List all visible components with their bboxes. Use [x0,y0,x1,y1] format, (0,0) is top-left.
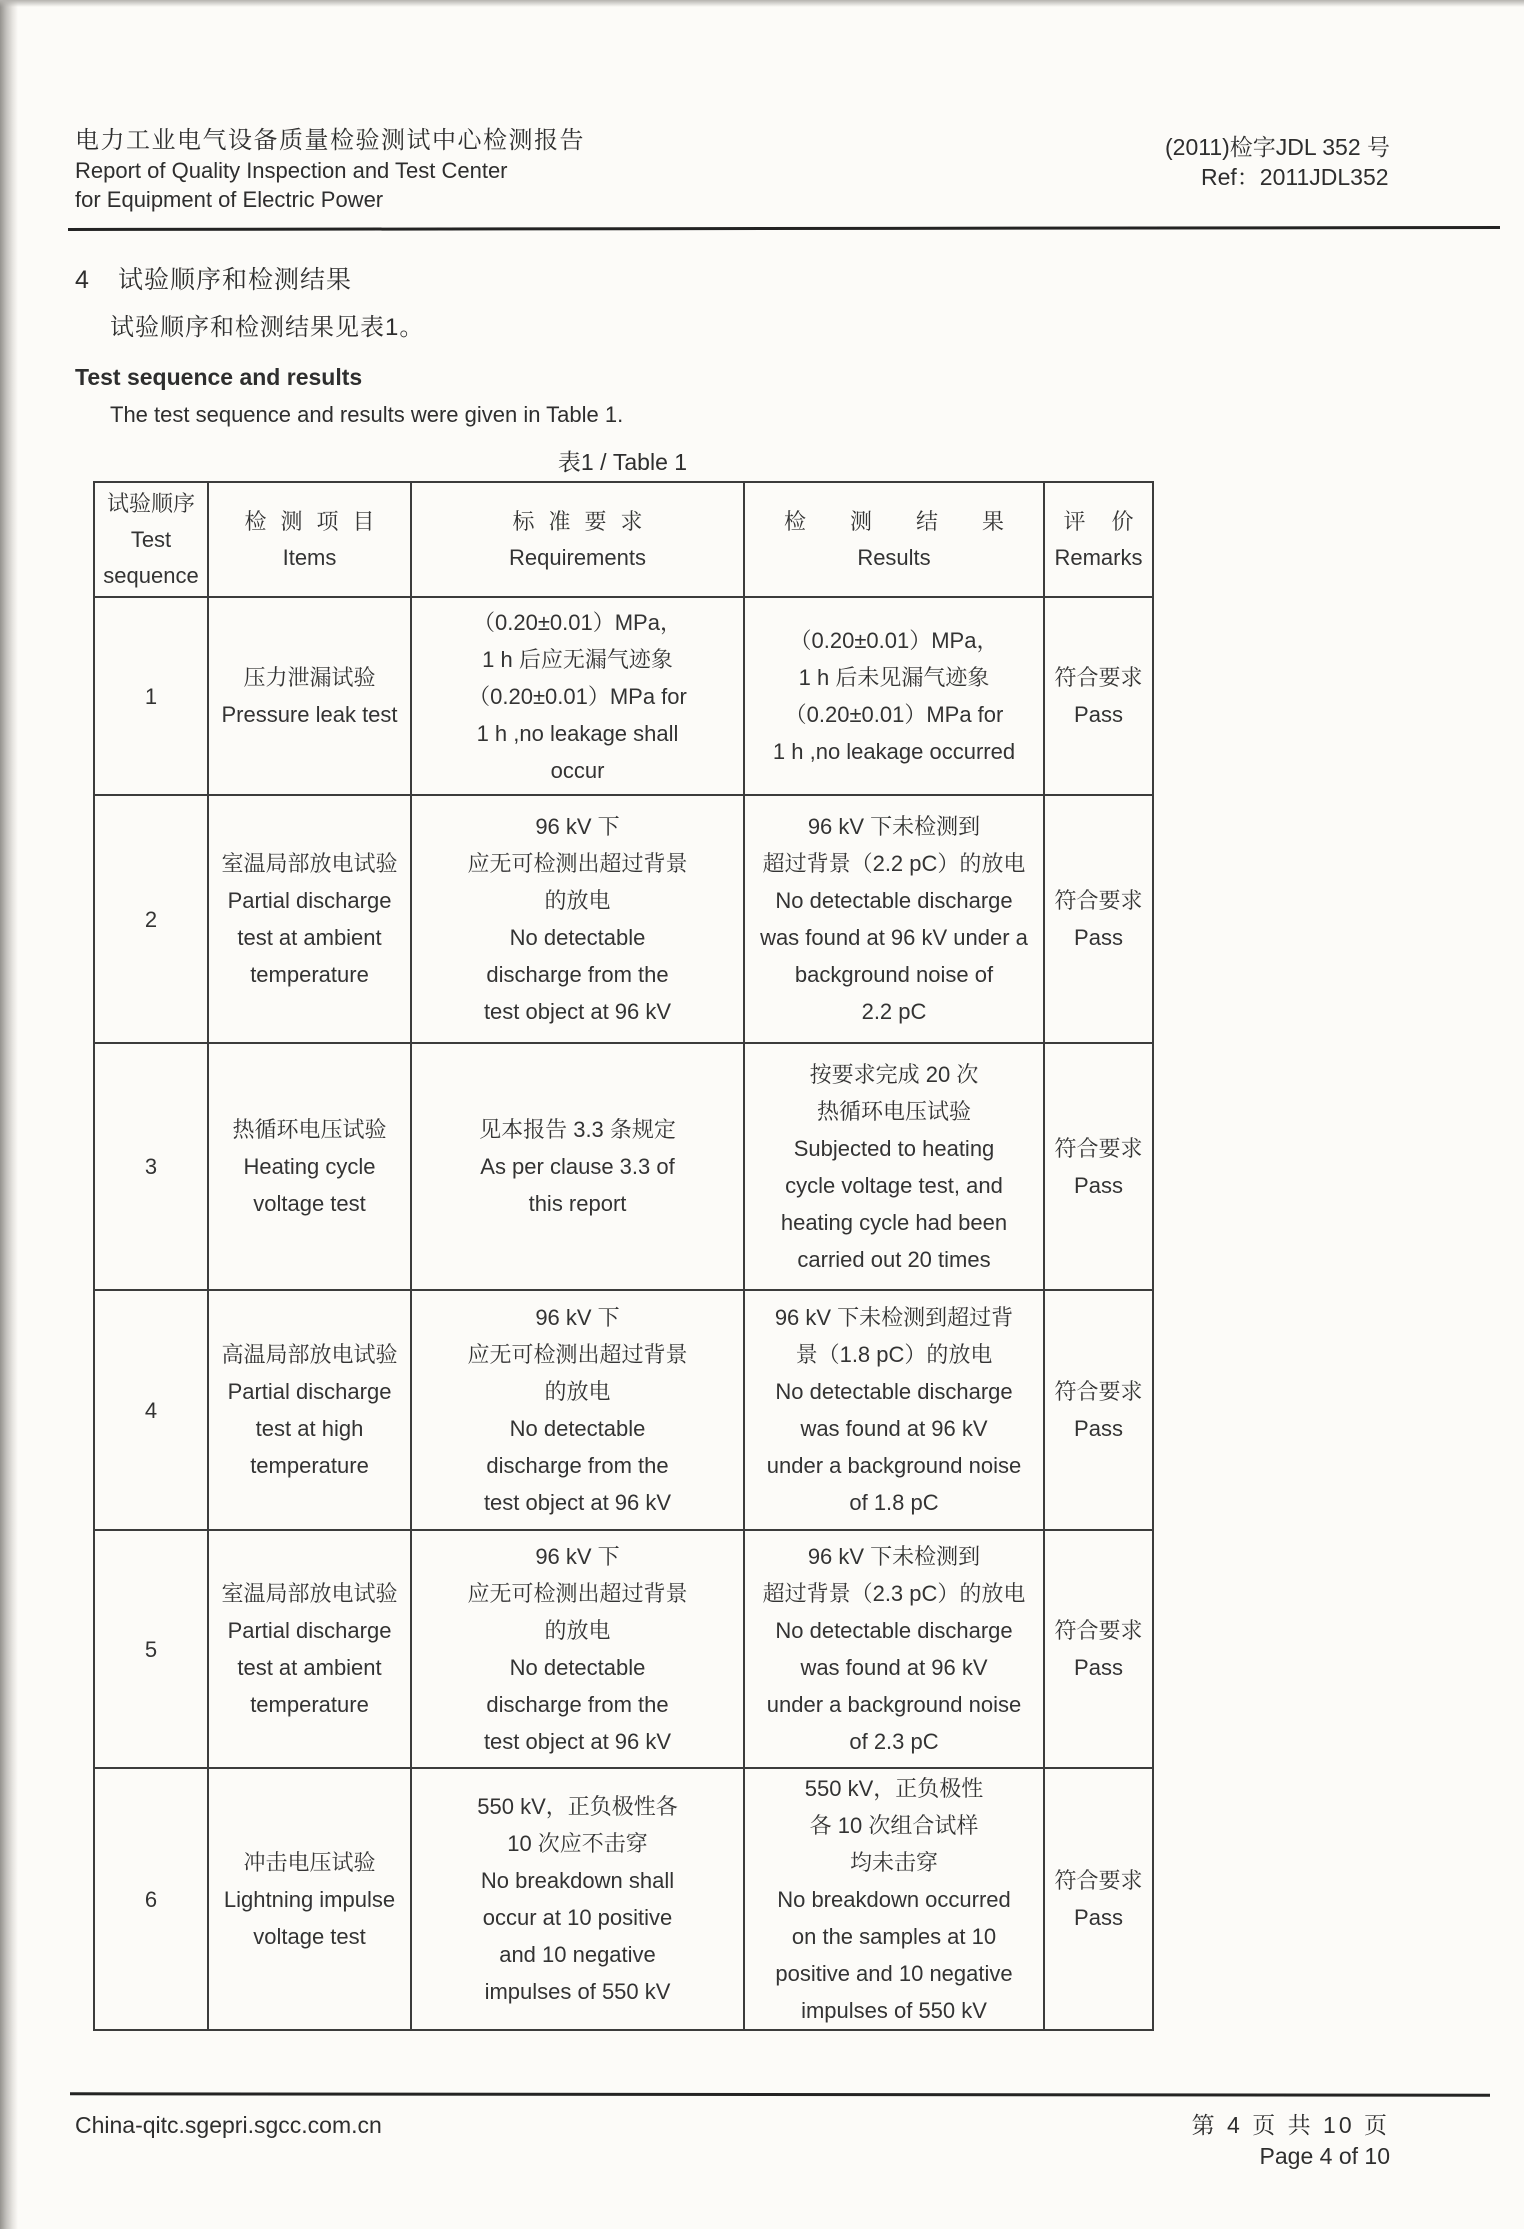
footer-page-zh: 第 4 页 共 10 页 [1191,2112,1390,2138]
cell-sequence: 2 [94,795,208,1043]
cell-remarks: 符合要求 Pass [1044,1530,1153,1768]
section-body-zh: 试验顺序和检测结果见表1。 [110,314,425,341]
cell-results: 96 kV 下未检测到 超过背景（2.3 pC）的放电 No detectable discharge was found at 96 kV under a background noise of 2.3 pC [744,1530,1044,1768]
col-header-results [744,482,1048,597]
cell-item: 冲击电压试验 Lightning impulse voltage test [208,1768,411,2030]
table-row [94,1043,1153,1290]
cell-remarks: 符合要求 Pass [1044,1768,1153,2030]
ref-number-block [1165,132,1390,214]
col-header-test-sequence [94,482,208,597]
ref-number-zh: (2011)检字JDL 352 号 [1165,134,1390,160]
page-content [75,0,1390,2172]
cell-requirements: 550 kV，正负极性各 10 次应不击穿 No breakdown shall occur at 10 positive and 10 negative impulses of 550 kV [411,1768,744,2030]
col-header-zh: 检测项目 [244,508,389,534]
cell-sequence: 6 [94,1768,208,2030]
col-header-en: Items [282,544,337,570]
results-table [93,481,1160,2031]
report-title-en: Report of Quality Inspection and Test Center for Equipment of Electric Power [75,158,508,212]
cell-results: 按要求完成 20 次 热循环电压试验 Subjected to heating cycle voltage test, and heating cycle had been carried out 20 times [744,1043,1044,1290]
cell-requirements: 96 kV 下 应无可检测出超过背景 的放电 No detectable discharge from the test object at 96 kV [411,1290,744,1530]
col-header-en: Requirements [509,544,646,570]
cell-item: 热循环电压试验 Heating cycle voltage test [208,1043,411,1290]
cell-item: 室温局部放电试验 Partial discharge test at ambient temperature [208,1530,411,1768]
section-heading-en: Test sequence and results [75,364,363,390]
footer-website: China-qitc.sgepri.sgcc.com.cn [75,2112,382,2138]
col-header-zh: 评价 [1063,508,1160,534]
col-header-zh: 标准要求 [512,508,657,534]
footer-page-number [1192,2110,1390,2172]
cell-requirements: （0.20±0.01）MPa， 1 h 后应无漏气迹象 （0.20±0.01）MPa for 1 h ,no leakage shall occur [411,597,744,795]
cell-sequence: 4 [94,1290,208,1530]
cell-sequence: 3 [94,1043,208,1290]
cell-results: 550 kV，正负极性 各 10 次组合试样 均未击穿 No breakdown occurred on the samples at 10 positive and 10 negative impulses of 550 kV [744,1768,1044,2030]
report-title-zh: 电力工业电气设备质量检验测试中心检测报告 [75,127,585,154]
section-body-en: The test sequence and results were given in Table 1. [110,402,624,427]
cell-results: 96 kV 下未检测到超过背 景（1.8 pC）的放电 No detectable discharge was found at 96 kV under a background noise of 1.8 pC [744,1290,1044,1530]
cell-sequence: 1 [94,597,208,795]
col-header-requirements [411,482,744,597]
cell-remarks: 符合要求 Pass [1044,1290,1153,1530]
table-row [94,1530,1153,1768]
table-row [94,1290,1153,1530]
ref-number-en: Ref：2011JDL352 [1201,164,1389,190]
cell-remarks: 符合要求 Pass [1044,597,1153,795]
page-footer [75,2110,1390,2172]
table-row [94,795,1153,1043]
cell-results: 96 kV 下未检测到 超过背景（2.2 pC）的放电 No detectable discharge was found at 96 kV under a background noise of 2.2 pC [744,795,1044,1043]
col-header-remarks [1044,482,1160,597]
col-header-items [208,482,411,597]
scan-edge-shadow [0,0,18,2229]
cell-item: 室温局部放电试验 Partial discharge test at ambient temperature [208,795,411,1043]
letterhead [75,126,1390,214]
cell-requirements: 96 kV 下 应无可检测出超过背景 的放电 No detectable discharge from the test object at 96 kV [411,1530,744,1768]
col-header-zh: 试验顺序 [106,490,195,516]
letterhead-titles [75,126,585,214]
table-header-row [94,482,1153,597]
cell-remarks: 符合要求 Pass [1044,1043,1153,1290]
footer-page-en: Page 4 of 10 [1259,2143,1390,2169]
table-row [94,1768,1153,2030]
cell-results: （0.20±0.01）MPa， 1 h 后未见漏气迹象 （0.20±0.01）MPa for 1 h ,no leakage occurred [744,597,1044,795]
col-header-en: Test sequence [103,526,199,588]
footer-rule [70,2092,1490,2096]
table-row [94,597,1153,795]
cell-item: 高温局部放电试验 Partial discharge test at high temperature [208,1290,411,1530]
section-heading-zh: 试验顺序和检测结果 [118,266,353,294]
section-number: 4 [75,266,90,294]
section-heading [75,264,1390,296]
cell-requirements: 见本报告 3.3 条规定 As per clause 3.3 of this report [411,1043,744,1290]
col-header-en: Results [857,544,931,570]
cell-sequence: 5 [94,1530,208,1768]
col-header-en: Remarks [1054,544,1143,570]
table-caption: 表1 / Table 1 [557,449,688,475]
cell-item: 压力泄漏试验 Pressure leak test [208,597,411,795]
cell-requirements: 96 kV 下 应无可检测出超过背景 的放电 No detectable discharge from the test object at 96 kV [411,795,744,1043]
cell-remarks: 符合要求 Pass [1044,795,1153,1043]
header-rule [68,226,1500,231]
col-header-zh: 检测结果 [783,508,1048,534]
